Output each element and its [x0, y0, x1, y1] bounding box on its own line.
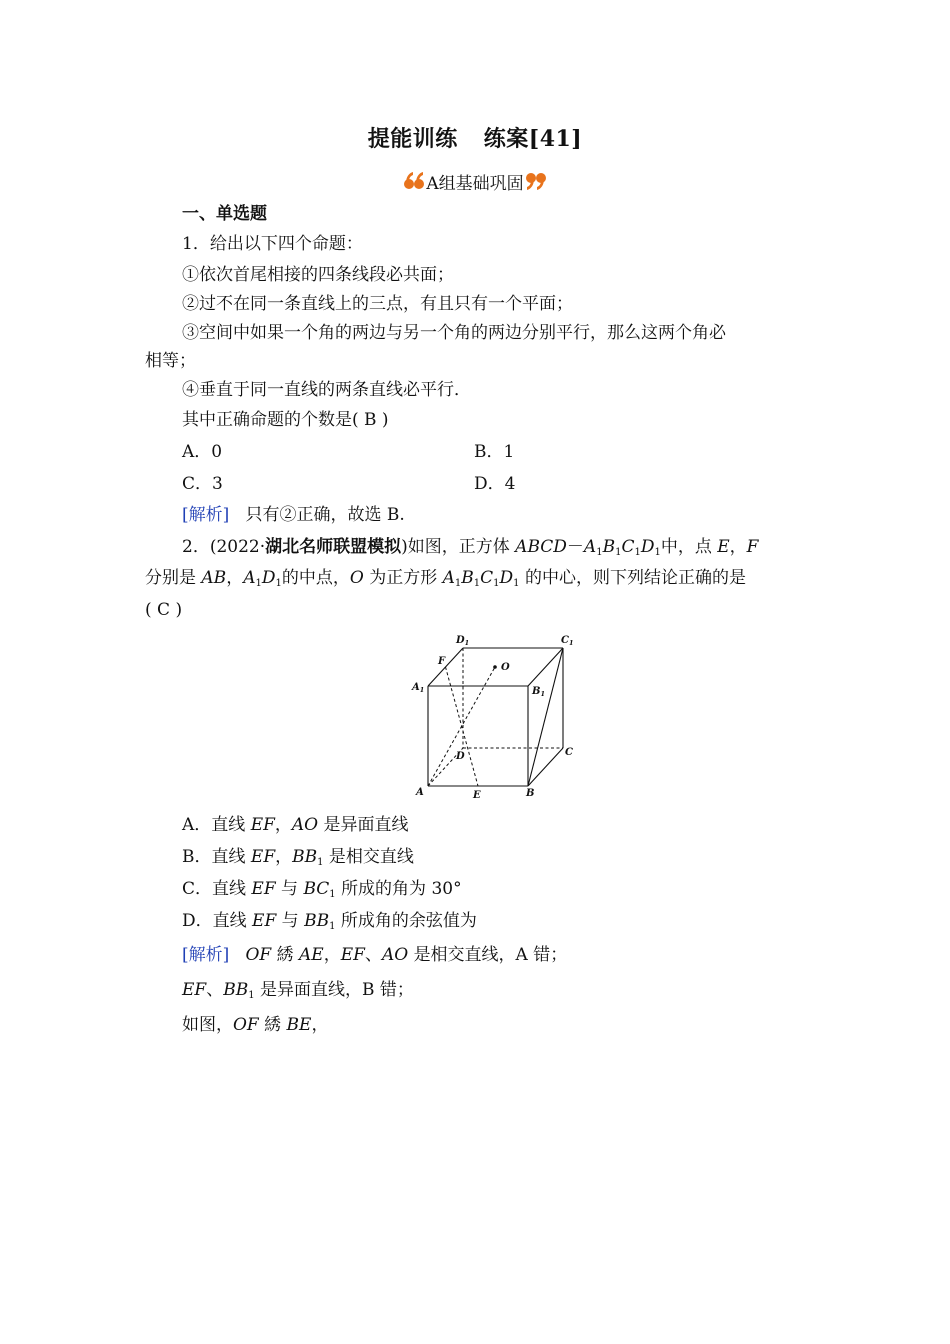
segment-ef	[446, 667, 479, 786]
q2-analysis-line1: [解析] OF 綉 AE，EF、AO 是相交直线，A 错；	[182, 945, 568, 965]
title-part1: 提能训练	[367, 126, 458, 152]
label-b1: $B_1$	[532, 686, 545, 698]
q1-proposition-4: ④垂直于同一直线的两条直线必平行．	[182, 380, 471, 400]
label-a1: $A_1$	[412, 682, 425, 694]
q1-stem: 1．给出以下四个命题：	[182, 234, 363, 254]
q1-proposition-1: ①依次首尾相接的四条线段必共面；	[182, 265, 454, 285]
title-part2: 练案[41]	[483, 126, 583, 152]
group-label: A组基础巩固	[426, 173, 524, 194]
point-o	[493, 665, 497, 669]
label-a: A	[416, 787, 424, 798]
q2-stem-line1: 2．(2022·湖北名师联盟模拟)如图，正方体 $ABCD-A_1B_1C_1D_1$中，点 E，F	[182, 537, 759, 558]
label-d1: $D_1$	[456, 635, 470, 647]
q1-proposition-3: ③空间中如果一个角的两边与另一个角的两边分别平行，那么这两个角必	[182, 323, 726, 343]
label-c1: $C_1$	[561, 635, 574, 647]
label-f: F	[438, 656, 446, 667]
label-d: D	[456, 751, 465, 762]
q2-source: 湖北名师联盟模拟	[265, 537, 402, 557]
label-b: B	[526, 788, 535, 799]
q2-analysis-line3: 如图，OF 綉 BE，	[182, 1015, 329, 1035]
group-heading	[0, 166, 950, 196]
segment-bc1	[528, 648, 563, 786]
q1-analysis-text: 只有②正确，故选 B.	[245, 505, 405, 525]
cube-figure	[408, 628, 580, 800]
analysis-label: [解析]	[182, 945, 230, 965]
label-c: C	[565, 747, 573, 758]
q1-proposition-2: ②过不在同一条直线上的三点，有且只有一个平面；	[182, 294, 573, 314]
q2-stem-line2: 分别是 AB，$A_1D_1$的中点，O 为正方形 $A_1B_1C_1D_1$ 的中心，则下列结论正确的是	[145, 568, 746, 589]
q2-answer: ( C )	[145, 600, 183, 620]
q1-option-a: A．0	[182, 442, 223, 462]
label-e: E	[473, 790, 481, 800]
q2-option-d: D．直线 EF 与 $BB_1$ 所成角的余弦值为	[182, 911, 477, 932]
q1-option-c: C．3	[182, 474, 223, 494]
label-o: O	[501, 662, 510, 673]
q1-analysis	[182, 504, 405, 526]
q2-option-c: C．直线 EF 与 $BC_1$ 所成的角为 30°	[182, 879, 462, 900]
section-heading: 一、单选题	[182, 204, 267, 224]
open-quote-icon	[402, 169, 426, 193]
close-quote-icon	[524, 169, 548, 193]
page-title	[0, 122, 950, 153]
q2-option-b: B．直线 EF，$BB_1$ 是相交直线	[182, 847, 414, 868]
q2-option-a: A．直线 EF，AO 是异面直线	[182, 815, 409, 835]
q1-question: 其中正确命题的个数是( B )	[182, 410, 389, 430]
q1-option-d: D．4	[474, 474, 516, 494]
q1-option-b: B．1	[474, 442, 515, 462]
q2-analysis-line2: EF、$BB_1$ 是异面直线，B 错；	[182, 980, 414, 1001]
cube-diagram	[408, 628, 580, 800]
q1-proposition-3-cont: 相等；	[145, 351, 196, 371]
analysis-label: [解析]	[182, 505, 230, 525]
